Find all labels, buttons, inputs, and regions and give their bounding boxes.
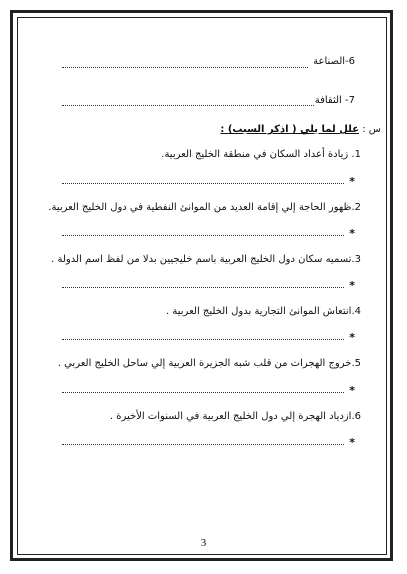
- question-item-4: 4.انتعاش الموانئ التجارية بدول الخليج العربية .: [166, 306, 361, 317]
- question-item-5: 5.خروج الهجرات من قلب شبه الجزيرة العربية إلي ساحل الخليج العربي .: [57, 358, 361, 369]
- question-item-3: 3.تسميه سكان دول الخليج العربية باسم خليجيين بدلا من لفظ اسم الدولة .: [51, 254, 361, 265]
- answer-bullet: *: [349, 227, 355, 240]
- top-item-label: الثقافة: [314, 95, 342, 106]
- answer-line: [62, 183, 344, 184]
- answer-bullet: *: [349, 436, 355, 449]
- question-item-1: 1. زيادة أعداد السكان في منطقة الخليج العربية.: [161, 149, 361, 160]
- question-heading: [220, 123, 381, 137]
- top-item-number: 6-: [345, 56, 355, 67]
- answer-bullet: *: [349, 384, 355, 397]
- answer-line: [62, 339, 344, 340]
- question-prefix: س :: [362, 124, 381, 135]
- answer-line: [62, 235, 344, 236]
- question-item-2: 2.ظهور الحاجة إلي إقامة العديد من الموانئ النفطية في دول الخليج العربية.: [48, 202, 361, 213]
- question-item-6: 6.ازدياد الهجرة إلي دول الخليج العربية في السنوات الأخيرة .: [109, 411, 361, 422]
- top-item-6: [313, 55, 355, 69]
- answer-line: [62, 67, 308, 68]
- answer-line: [62, 287, 344, 288]
- answer-line: [62, 105, 314, 106]
- answer-bullet: *: [349, 331, 355, 344]
- answer-line: [62, 392, 344, 393]
- top-item-label: الصناعة: [313, 56, 346, 67]
- answer-bullet: *: [349, 279, 355, 292]
- question-title: علل لما يلي ( اذكر السبب) :: [220, 124, 360, 135]
- answer-line: [62, 444, 344, 445]
- answer-bullet: *: [349, 175, 355, 188]
- top-item-7: [315, 94, 355, 108]
- page-number: 3: [200, 537, 207, 549]
- top-item-number: 7-: [345, 95, 355, 106]
